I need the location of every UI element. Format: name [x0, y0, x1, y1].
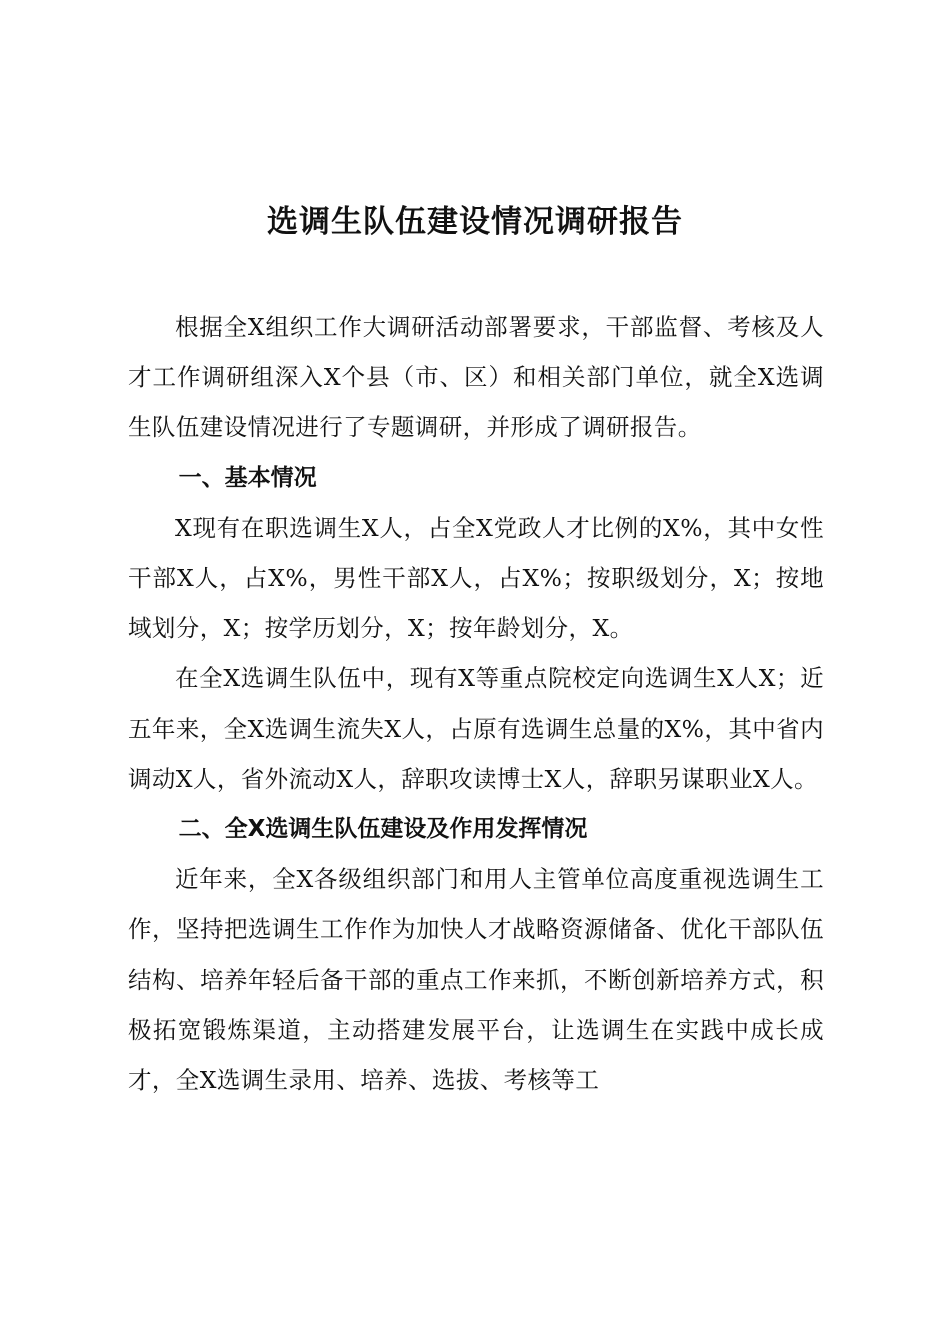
section1-paragraph-1: X现有在职选调生X人，占全X党政人才比例的X%，其中女性干部X人，占X%，男性干部X人，占X%；按职级划分，X；按地域划分，X；按学历划分，X；按年龄划分，X。	[128, 513, 824, 643]
section2-paragraph-1: 近年来，全X各级组织部门和用人主管单位高度重视选调生工作，坚持把选调生工作作为加快人才战略资源储备、优化干部队伍结构、培养年轻后备干部的重点工作来抓，不断创新培养方式，积极拓宽锻炼渠道，主动搭建发展平台，让选调生在实践中成长成才，全X选调生录用、培养、选拔、考核等工	[128, 865, 824, 1095]
section1-paragraph-2: 在全X选调生队伍中，现有X等重点院校定向选调生X人X；近五年来，全X选调生流失X人，占原有选调生总量的X%，其中省内调动X人，省外流动X人，辞职攻读博士X人，辞职另谋职业X人。	[128, 664, 824, 793]
document-title: 选调生队伍建设情况调研报告	[267, 204, 683, 240]
document-body	[128, 302, 824, 1105]
section-heading-basic-situation: 一、基本情况	[178, 464, 317, 491]
intro-paragraph: 根据全X组织工作大调研活动部署要求，干部监督、考核及人才工作调研组深入X个县（市、区）和相关部门单位，就全X选调生队伍建设情况进行了专题调研，并形成了调研报告。	[128, 313, 824, 442]
section-heading-team-building: 二、全X选调生队伍建设及作用发挥情况	[178, 816, 588, 843]
